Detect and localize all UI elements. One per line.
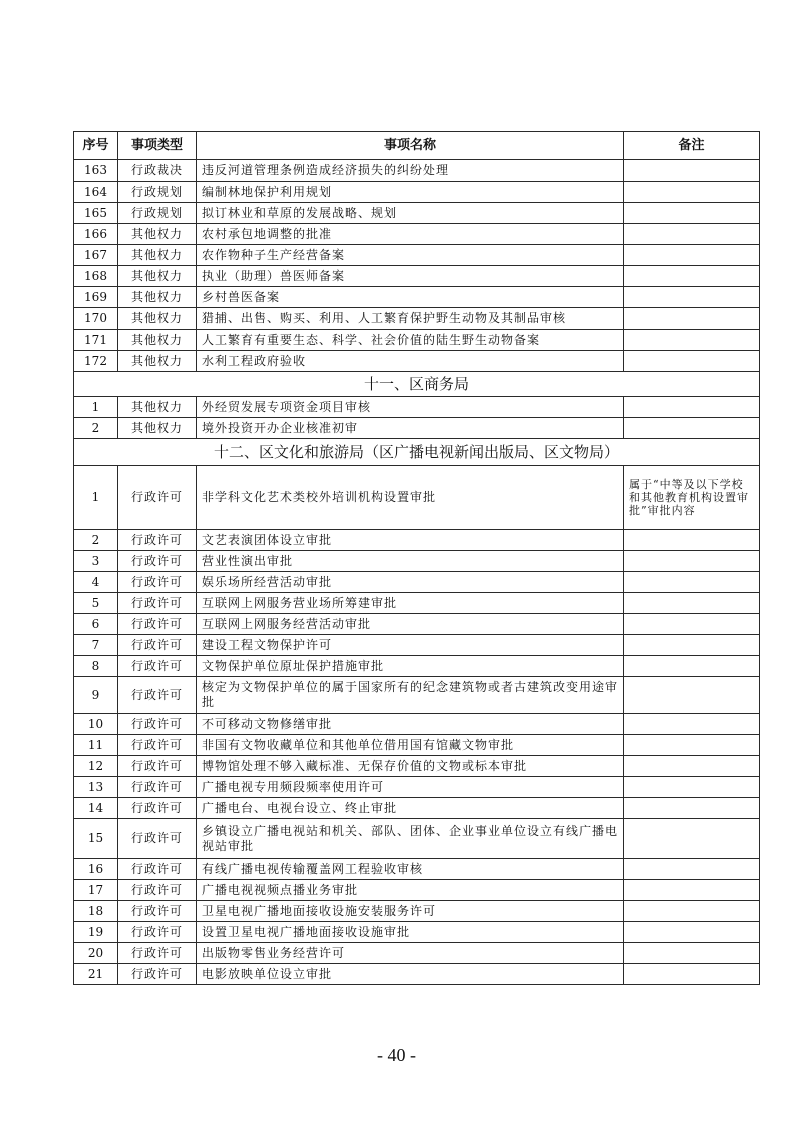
cell-no: 167	[74, 245, 118, 266]
cell-type: 行政许可	[118, 466, 197, 530]
cell-note	[624, 714, 760, 735]
table-row	[74, 714, 760, 735]
table-row	[74, 266, 760, 287]
cell-note	[624, 635, 760, 656]
cell-note	[624, 551, 760, 572]
cell-note	[624, 530, 760, 551]
table-row	[74, 777, 760, 798]
cell-no: 163	[74, 160, 118, 182]
cell-name: 电影放映单位设立审批	[197, 964, 624, 985]
cell-no: 16	[74, 859, 118, 880]
cell-note	[624, 777, 760, 798]
cell-note	[624, 572, 760, 593]
cell-no: 7	[74, 635, 118, 656]
cell-no: 14	[74, 798, 118, 819]
table-row	[74, 735, 760, 756]
cell-type: 行政规划	[118, 203, 197, 224]
table-row	[74, 182, 760, 203]
cell-no: 164	[74, 182, 118, 203]
cell-type: 行政许可	[118, 901, 197, 922]
table-row	[74, 859, 760, 880]
cell-note	[624, 756, 760, 777]
cell-name: 水利工程政府验收	[197, 351, 624, 372]
table-row	[74, 224, 760, 245]
cell-note	[624, 922, 760, 943]
cell-no: 172	[74, 351, 118, 372]
cell-note	[624, 735, 760, 756]
cell-note	[624, 397, 760, 418]
cell-name: 外经贸发展专项资金项目审核	[197, 397, 624, 418]
table-row	[74, 614, 760, 635]
cell-type: 其他权力	[118, 418, 197, 439]
cell-note	[624, 287, 760, 308]
cell-type: 其他权力	[118, 397, 197, 418]
cell-note	[624, 308, 760, 330]
cell-type: 行政许可	[118, 656, 197, 677]
cell-type: 其他权力	[118, 245, 197, 266]
cell-no: 165	[74, 203, 118, 224]
cell-type: 行政许可	[118, 819, 197, 859]
section-header-row	[74, 439, 760, 466]
cell-type: 行政许可	[118, 735, 197, 756]
header-row	[74, 132, 760, 160]
cell-note: 属于“中等及以下学校和其他教育机构设置审批”审批内容	[624, 466, 760, 530]
cell-name: 互联网上网服务营业场所筹建审批	[197, 593, 624, 614]
cell-note	[624, 964, 760, 985]
cell-no: 171	[74, 330, 118, 351]
cell-no: 166	[74, 224, 118, 245]
cell-name: 建设工程文物保护许可	[197, 635, 624, 656]
cell-name: 编制林地保护利用规划	[197, 182, 624, 203]
cell-note	[624, 819, 760, 859]
cell-name: 广播电台、电视台设立、终止审批	[197, 798, 624, 819]
cell-type: 行政裁决	[118, 160, 197, 182]
cell-no: 168	[74, 266, 118, 287]
cell-name: 拟订林业和草原的发展战略、规划	[197, 203, 624, 224]
cell-type: 行政许可	[118, 756, 197, 777]
cell-no: 1	[74, 397, 118, 418]
cell-no: 5	[74, 593, 118, 614]
table-row	[74, 530, 760, 551]
cell-note	[624, 351, 760, 372]
header-note: 备注	[624, 132, 760, 160]
cell-note	[624, 656, 760, 677]
section-title: 十二、区文化和旅游局（区广播电视新闻出版局、区文物局）	[74, 439, 760, 466]
table-row	[74, 160, 760, 182]
cell-no: 4	[74, 572, 118, 593]
cell-name: 博物馆处理不够入藏标准、无保存价值的文物或标本审批	[197, 756, 624, 777]
cell-type: 行政许可	[118, 859, 197, 880]
cell-type: 行政许可	[118, 964, 197, 985]
table-row	[74, 308, 760, 330]
cell-no: 2	[74, 418, 118, 439]
table-row	[74, 572, 760, 593]
cell-name: 营业性演出审批	[197, 551, 624, 572]
cell-note	[624, 182, 760, 203]
section-title: 十一、区商务局	[74, 372, 760, 397]
cell-name: 设置卫星电视广播地面接收设施审批	[197, 922, 624, 943]
cell-no: 12	[74, 756, 118, 777]
table-row	[74, 798, 760, 819]
cell-name: 违反河道管理条例造成经济损失的纠纷处理	[197, 160, 624, 182]
cell-note	[624, 943, 760, 964]
cell-type: 行政许可	[118, 777, 197, 798]
cell-note	[624, 418, 760, 439]
cell-type: 行政许可	[118, 593, 197, 614]
cell-no: 20	[74, 943, 118, 964]
cell-note	[624, 266, 760, 287]
cell-name: 广播电视视频点播业务审批	[197, 880, 624, 901]
cell-type: 其他权力	[118, 224, 197, 245]
cell-name: 出版物零售业务经营许可	[197, 943, 624, 964]
cell-no: 169	[74, 287, 118, 308]
cell-name: 人工繁育有重要生态、科学、社会价值的陆生野生动物备案	[197, 330, 624, 351]
table-row	[74, 245, 760, 266]
cell-type: 行政许可	[118, 922, 197, 943]
cell-name: 猎捕、出售、购买、利用、人工繁育保护野生动物及其制品审核	[197, 308, 624, 330]
cell-name: 境外投资开办企业核准初审	[197, 418, 624, 439]
table-row	[74, 593, 760, 614]
cell-type: 行政许可	[118, 798, 197, 819]
cell-no: 1	[74, 466, 118, 530]
cell-no: 19	[74, 922, 118, 943]
cell-no: 15	[74, 819, 118, 859]
cell-type: 其他权力	[118, 330, 197, 351]
cell-type: 其他权力	[118, 308, 197, 330]
cell-name: 非学科文化艺术类校外培训机构设置审批	[197, 466, 624, 530]
cell-no: 170	[74, 308, 118, 330]
cell-type: 行政许可	[118, 880, 197, 901]
cell-type: 行政许可	[118, 572, 197, 593]
cell-name: 不可移动文物修缮审批	[197, 714, 624, 735]
table-row	[74, 677, 760, 714]
cell-name: 乡村兽医备案	[197, 287, 624, 308]
table-row	[74, 922, 760, 943]
cell-note	[624, 203, 760, 224]
cell-note	[624, 901, 760, 922]
table-row	[74, 418, 760, 439]
cell-no: 17	[74, 880, 118, 901]
cell-note	[624, 614, 760, 635]
cell-name: 执业（助理）兽医师备案	[197, 266, 624, 287]
cell-note	[624, 798, 760, 819]
cell-no: 3	[74, 551, 118, 572]
table-row	[74, 635, 760, 656]
header-name: 事项名称	[197, 132, 624, 160]
cell-type: 行政许可	[118, 714, 197, 735]
cell-name: 有线广播电视传输覆盖网工程验收审核	[197, 859, 624, 880]
cell-name: 农作物种子生产经营备案	[197, 245, 624, 266]
table-row	[74, 203, 760, 224]
cell-type: 行政许可	[118, 614, 197, 635]
cell-note	[624, 245, 760, 266]
table-row	[74, 551, 760, 572]
table-row	[74, 466, 760, 530]
cell-no: 2	[74, 530, 118, 551]
cell-type: 行政许可	[118, 635, 197, 656]
cell-name: 乡镇设立广播电视站和机关、部队、团体、企业事业单位设立有线广播电视站审批	[197, 819, 624, 859]
table-row	[74, 330, 760, 351]
cell-type: 行政许可	[118, 943, 197, 964]
cell-name: 非国有文物收藏单位和其他单位借用国有馆藏文物审批	[197, 735, 624, 756]
cell-note	[624, 160, 760, 182]
cell-name: 文物保护单位原址保护措施审批	[197, 656, 624, 677]
cell-type: 行政许可	[118, 551, 197, 572]
cell-no: 21	[74, 964, 118, 985]
table-row	[74, 880, 760, 901]
table-row	[74, 819, 760, 859]
cell-no: 18	[74, 901, 118, 922]
cell-no: 10	[74, 714, 118, 735]
cell-no: 8	[74, 656, 118, 677]
section-header-row	[74, 372, 760, 397]
cell-type: 行政许可	[118, 530, 197, 551]
table-row	[74, 397, 760, 418]
cell-name: 娱乐场所经营活动审批	[197, 572, 624, 593]
cell-type: 行政规划	[118, 182, 197, 203]
table-row	[74, 943, 760, 964]
cell-name: 卫星电视广播地面接收设施安装服务许可	[197, 901, 624, 922]
cell-note	[624, 330, 760, 351]
cell-type: 其他权力	[118, 351, 197, 372]
cell-note	[624, 224, 760, 245]
matters-table	[73, 131, 760, 985]
cell-note	[624, 593, 760, 614]
table-row	[74, 351, 760, 372]
table-row	[74, 901, 760, 922]
cell-type: 其他权力	[118, 266, 197, 287]
table-body	[74, 160, 760, 985]
table-row	[74, 756, 760, 777]
cell-note	[624, 880, 760, 901]
page-number: - 40 -	[377, 1045, 416, 1065]
cell-no: 11	[74, 735, 118, 756]
table-row	[74, 287, 760, 308]
cell-note	[624, 859, 760, 880]
cell-no: 6	[74, 614, 118, 635]
cell-name: 互联网上网服务经营活动审批	[197, 614, 624, 635]
header-no: 序号	[74, 132, 118, 160]
cell-note	[624, 677, 760, 714]
cell-no: 9	[74, 677, 118, 714]
cell-name: 核定为文物保护单位的属于国家所有的纪念建筑物或者古建筑改变用途审批	[197, 677, 624, 714]
cell-name: 农村承包地调整的批准	[197, 224, 624, 245]
cell-name: 文艺表演团体设立审批	[197, 530, 624, 551]
cell-name: 广播电视专用频段频率使用许可	[197, 777, 624, 798]
table-row	[74, 656, 760, 677]
cell-type: 其他权力	[118, 287, 197, 308]
header-type: 事项类型	[118, 132, 197, 160]
cell-no: 13	[74, 777, 118, 798]
table-row	[74, 964, 760, 985]
cell-type: 行政许可	[118, 677, 197, 714]
